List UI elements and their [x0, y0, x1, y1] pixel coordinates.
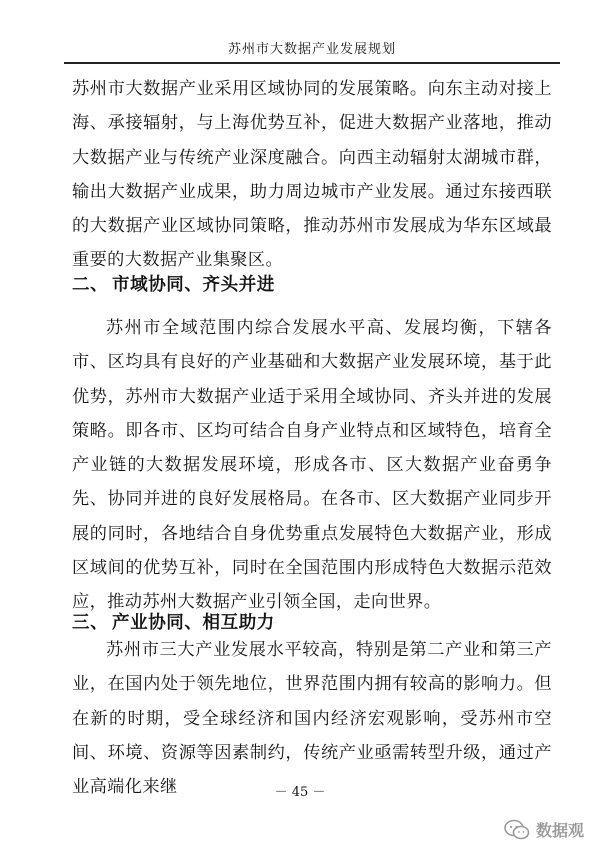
- paragraph-regional-strategy: 苏州市大数据产业采用区域协同的发展策略。向东主动对接上海、承接辐射，与上海优势互补，促进大数据产业落地，推动大数据产业与传统产业深度融合。向西主动辐射太湖城市群，输出大数据产业成果，助力周边城市产业发展。通过东接西联的大数据产业区域协同策略，推动苏州市发展成为华东区域最重要的大数据产业集聚区。: [72, 79, 552, 271]
- section-heading-3: [72, 609, 275, 634]
- section-heading-2: [72, 271, 275, 296]
- paragraph-city-collaboration: 苏州市全域范围内综合发展水平高、发展均衡，下辖各市、区均具有良好的产业基础和大数据产业发展环境，基于此优势，苏州市大数据产业适于采用全域协同、齐头并进的发展策略。即各市、区均可结合自身产业特点和区域特色，培育全产业链的大数据发展环境，形成各市、区大数据产业奋勇争先、协同并进的良好发展格局。在各市、区大数据产业同步开展的同时，各地结合自身优势重点发展特色大数据产业，形成区域间的优势互补，同时在全国范围内形成特色大数据示范效应，推动苏州大数据产业引领全国，走向世界。: [72, 318, 552, 613]
- section-number: 三、: [72, 613, 109, 633]
- section-number: 二、: [72, 275, 109, 295]
- watermark: [504, 818, 584, 841]
- section-title: 产业协同、相互助力: [112, 613, 275, 633]
- wechat-icon: [504, 819, 530, 841]
- paragraph-industry-collaboration: 苏州市三大产业发展水平较高，特别是第二产业和第三产业，在国内处于领先地位，世界范围内拥有较高的影响力。但在新的时期，受全球经济和国内经济宏观影响，受苏州市空间、环境、资源等因素制约，传统产业亟需转型升级，通过产业高端化来继: [72, 640, 552, 798]
- header-divider: [64, 62, 560, 63]
- page-number: － 45 －: [274, 785, 326, 800]
- section-title: 市域协同、齐头并进: [112, 275, 275, 295]
- watermark-text: 数据观: [535, 821, 584, 840]
- running-header: 苏州市大数据产业发展规划: [64, 38, 560, 64]
